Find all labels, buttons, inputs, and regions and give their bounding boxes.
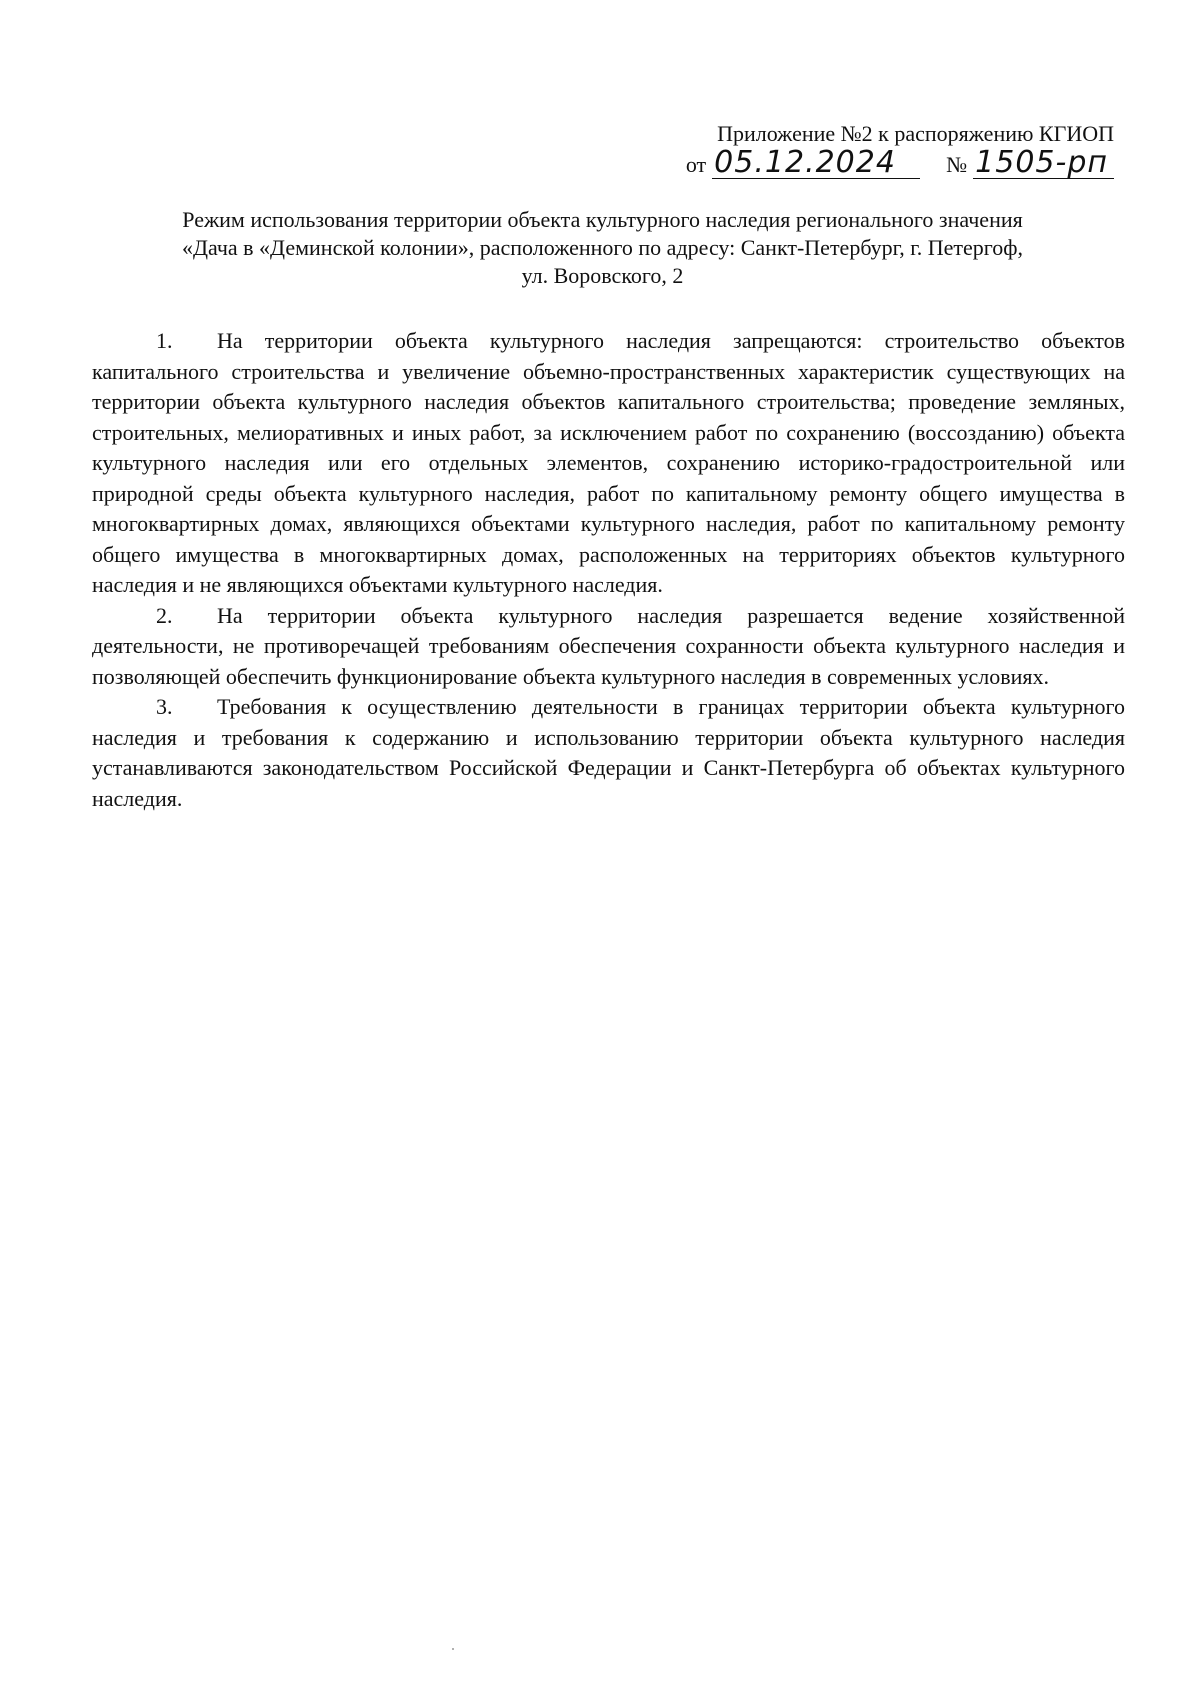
paragraph-text: На территории объекта культурного наследия разрешается ведение хозяйственной деятельности, не противоречащей требованиям обеспечения сохранности объекта культурного наследия и позволяющей обеспечить функционирование объекта культурного наследия в современных условиях. [92, 602, 1125, 689]
paragraph-number: 3. [156, 694, 173, 719]
appendix-header [594, 120, 1114, 179]
from-label: от [685, 152, 707, 177]
paragraph-3 [92, 692, 1125, 814]
title-line-3: ул. Воровского, 2 [521, 263, 684, 288]
scan-speck [452, 1648, 454, 1650]
title-line-2: «Дача в «Деминской колонии», расположенного по адресу: Санкт-Петербург, г. Петергоф, [181, 235, 1024, 260]
document-title [90, 206, 1115, 290]
number-label: № [946, 152, 968, 177]
paragraph-text: На территории объекта культурного наследия запрещаются: строительство объектов капитального строительства и увеличение объемно-пространственных характеристик существующих на территории объекта культурного наследия объектов капитального строительства; проведение земляных, строительных, мелиоративных и иных работ, за исключением работ по сохранению (воссозданию) объекта культурного наследия или его отдельных элементов, сохранению историко-градостроительной или природной среды объекта культурного наследия, работ по капитальному ремонту общего имущества в многоквартирных домах, являющихся объектами культурного наследия, работ по капитальному ремонту общего имущества в многоквартирных домах, расположенных на территориях объектов культурного наследия и не являющихся объектами культурного наследия. [92, 328, 1125, 597]
appendix-date-number-line [594, 145, 1114, 180]
handwritten-date: 05.12.2024 [712, 148, 920, 179]
paragraph-2 [92, 601, 1125, 693]
paragraph-text: Требования к осуществлению деятельности в границах территории объекта культурного наследия и требования к содержанию и использованию территории объекта культурного наследия устанавливаются законодательством Российской Федерации и Санкт-Петербурга об объектах культурного наследия. [92, 694, 1125, 811]
paragraph-1 [92, 326, 1125, 601]
document-body [92, 326, 1125, 814]
paragraph-number: 1. [156, 328, 173, 353]
title-line-1: Режим использования территории объекта культурного наследия регионального значения [182, 207, 1023, 232]
handwritten-number: 1505-рп [973, 148, 1114, 179]
paragraph-number: 2. [156, 602, 173, 628]
appendix-line: Приложение №2 к распоряжению КГИОП [717, 121, 1114, 146]
